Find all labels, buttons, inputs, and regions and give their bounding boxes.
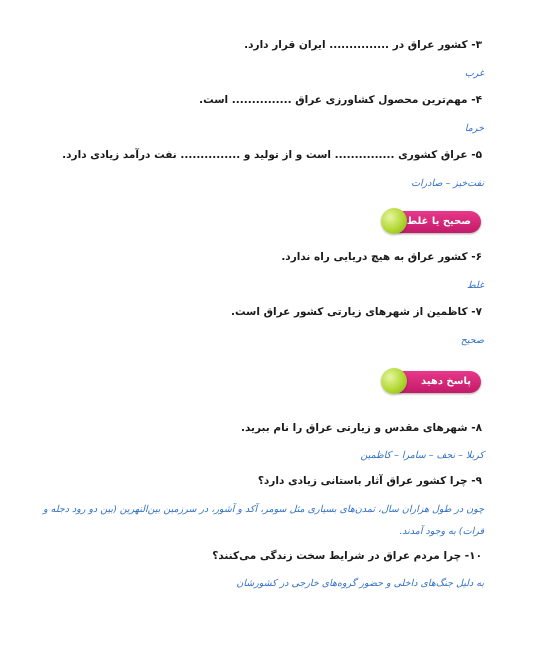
true-false-section-banner <box>381 210 481 234</box>
banner-label: صحیح یا غلط <box>406 216 471 227</box>
green-ball-icon <box>381 208 407 234</box>
question-4: ۴- مهم‌ترین محصول کشاورزی عراق ............... است. <box>199 94 482 106</box>
banner-bar <box>397 211 481 233</box>
question-3: ۳- کشور عراق در ............... ایران قرار دارد. <box>244 39 482 51</box>
answer-6: غلط <box>466 280 484 291</box>
answer-3: غرب <box>464 68 484 79</box>
answer-10: به دلیل جنگ‌های داخلی و حضور گروه‌های خارجی در کشورشان <box>236 578 484 589</box>
question-10: ۱۰- چرا مردم عراق در شرایط سخت زندگی می‌کنند؟ <box>212 550 482 562</box>
answer-5: نفت‌خیز – صادرات <box>411 178 484 189</box>
question-8: ۸- شهرهای مقدس و زیارتی عراق را نام ببرید. <box>240 422 482 434</box>
answer-7: صحیح <box>460 335 484 346</box>
answer-4: خرما <box>464 123 484 134</box>
banner-bar <box>397 371 481 393</box>
banner-label: پاسخ دهید <box>421 376 471 387</box>
answer-8: کربلا – نجف – سامرا – کاظمین <box>360 450 484 461</box>
answer-section-banner <box>381 370 481 394</box>
question-6: ۶- کشور عراق به هیچ دریایی راه ندارد. <box>281 251 482 263</box>
question-7: ۷- کاظمین از شهرهای زیارتی کشور عراق است. <box>230 306 482 318</box>
green-ball-icon <box>381 368 407 394</box>
question-9: ۹- چرا کشور عراق آثار باستانی زیادی دارد؟ <box>257 475 482 487</box>
answer-9: چون در طول هزاران سال، تمدن‌های بسیاری مثل سومر، آکد و آشور، در سرزمین بین‌النهرین (بین دو رود دجله و فرات) به وجود آمدند. <box>43 504 484 537</box>
question-5: ۵- عراق کشوری ............... است و از تولید و ............... نفت درآمد زیادی دارد. <box>62 149 482 161</box>
